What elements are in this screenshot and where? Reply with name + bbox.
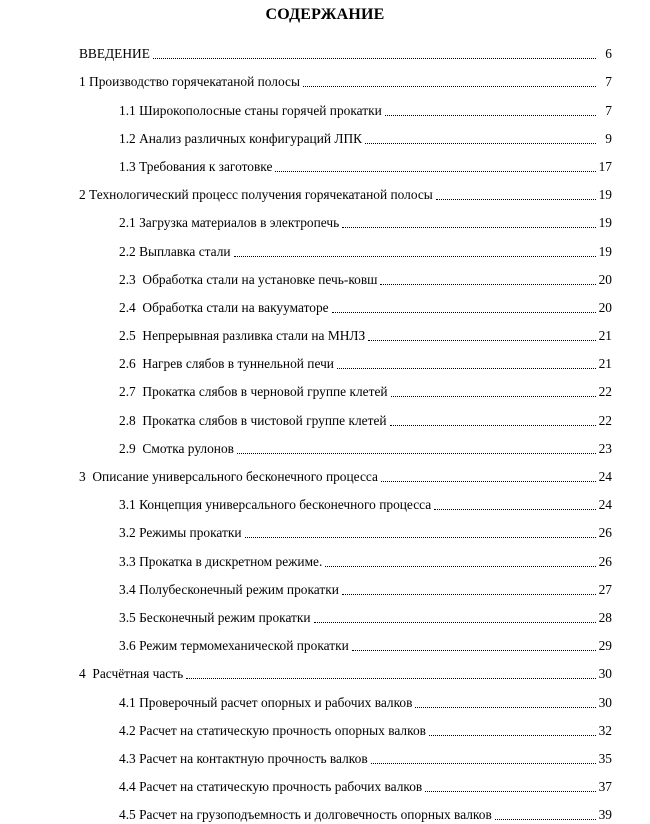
toc-entry-title: 2.8 Прокатка слябов в чистовой группе клетей — [119, 412, 387, 428]
toc-section-entry — [0, 627, 650, 655]
toc-entry-title: 2.9 Смотка рулонов — [119, 440, 234, 456]
toc-page-number: 30 — [598, 666, 612, 682]
toc-page-number: 37 — [598, 779, 612, 795]
toc-section-entry — [0, 740, 650, 768]
toc-entry-title: 4.1 Проверочный расчет опорных и рабочих валков — [119, 694, 413, 710]
toc-page-number: 26 — [598, 553, 612, 569]
toc-chapter-entry — [0, 35, 650, 63]
toc-dot-leader — [303, 73, 596, 91]
toc-section-entry — [0, 261, 650, 289]
toc-entry-title: 1.1 Широкополосные станы горячей прокатки — [119, 102, 382, 118]
toc-entry-title: 4.5 Расчет на грузоподъемность и долговечность опорных валков — [119, 807, 492, 823]
toc-entry-title: 3.2 Режимы прокатки — [119, 525, 242, 541]
toc-page-number: 17 — [598, 158, 612, 174]
toc-section-entry — [0, 345, 650, 373]
toc-section-entry — [0, 796, 650, 824]
toc-entry-title: 4.4 Расчет на статическую прочность рабочих валков — [119, 779, 423, 795]
toc-entry-title: 3.6 Режим термомеханической прокатки — [119, 638, 349, 654]
toc-dot-leader — [380, 271, 596, 289]
toc-section-entry — [0, 712, 650, 740]
toc-dot-leader — [391, 383, 596, 401]
toc-dot-leader — [368, 327, 596, 345]
toc-page-number: 21 — [598, 328, 612, 344]
toc-dot-leader — [234, 243, 596, 261]
toc-dot-leader — [425, 778, 596, 796]
toc-section-entry — [0, 683, 650, 711]
toc-page-number: 27 — [598, 581, 612, 597]
toc-page-number: 7 — [605, 102, 612, 118]
toc-page-number: 29 — [598, 638, 612, 654]
toc-entry-title: 2.4 Обработка стали на вакууматоре — [119, 299, 329, 315]
toc-page-number: 39 — [598, 807, 612, 823]
toc-entry-title: 2.1 Загрузка материалов в электропечь — [119, 215, 340, 231]
toc-page-number: 19 — [598, 187, 612, 203]
toc-entry-title: ВВЕДЕНИЕ — [79, 46, 150, 62]
toc-entry-title: 2.6 Нагрев слябов в туннельной печи — [119, 356, 334, 372]
table-of-contents — [0, 35, 650, 824]
toc-section-entry — [0, 401, 650, 429]
toc-entry-title: 1.2 Анализ различных конфигураций ЛПК — [119, 130, 363, 146]
toc-entry-title: 4.3 Расчет на контактную прочность валков — [119, 750, 368, 766]
toc-page-number: 20 — [598, 299, 612, 315]
toc-entry-title: 1.3 Требования к заготовке — [119, 158, 273, 174]
toc-entry-title: 4.2 Расчет на статическую прочность опорных валков — [119, 722, 426, 738]
toc-section-entry — [0, 599, 650, 627]
toc-dot-leader — [381, 468, 596, 486]
toc-section-entry — [0, 542, 650, 570]
toc-page-number: 26 — [598, 525, 612, 541]
page-title: СОДЕРЖАНИЕ — [265, 6, 385, 23]
toc-dot-leader — [337, 355, 596, 373]
toc-dot-leader — [332, 299, 596, 317]
toc-dot-leader — [365, 130, 596, 148]
toc-page-number: 28 — [598, 609, 612, 625]
toc-chapter-entry — [0, 655, 650, 683]
toc-dot-leader — [415, 694, 596, 712]
toc-dot-leader — [186, 665, 596, 683]
toc-entry-title: 2.5 Непрерывная разливка стали на МНЛЗ — [119, 328, 366, 344]
toc-dot-leader — [436, 186, 596, 204]
toc-dot-leader — [495, 806, 596, 824]
toc-dot-leader — [342, 214, 596, 232]
toc-entry-title: 1 Производство горячекатаной полосы — [79, 74, 300, 90]
toc-dot-leader — [153, 45, 596, 63]
toc-entry-title: 3.1 Концепция универсального бесконечного процесса — [119, 497, 432, 513]
toc-chapter-entry — [0, 63, 650, 91]
toc-page-number: 22 — [598, 384, 612, 400]
toc-page-number: 32 — [598, 722, 612, 738]
toc-section-entry — [0, 486, 650, 514]
toc-section-entry — [0, 373, 650, 401]
toc-dot-leader — [314, 609, 596, 627]
toc-page-number: 7 — [605, 74, 612, 90]
toc-entry-title: 3 Описание универсального бесконечного процесса — [79, 469, 378, 484]
toc-page-number: 24 — [598, 469, 612, 484]
toc-page-number: 19 — [598, 243, 612, 259]
toc-dot-leader — [245, 524, 596, 542]
toc-dot-leader — [385, 102, 596, 120]
toc-dot-leader — [342, 581, 596, 599]
toc-entry-title: 2.7 Прокатка слябов в черновой группе клетей — [119, 384, 388, 400]
toc-section-entry — [0, 317, 650, 345]
toc-section-entry — [0, 204, 650, 232]
toc-page-number: 22 — [598, 412, 612, 428]
toc-page-number: 9 — [605, 130, 612, 146]
toc-section-entry — [0, 514, 650, 542]
toc-dot-leader — [429, 722, 596, 740]
toc-entry-title: 2.2 Выплавка стали — [119, 243, 231, 259]
toc-section-entry — [0, 120, 650, 148]
toc-entry-title: 4 Расчётная часть — [79, 666, 184, 682]
toc-page-number: 19 — [598, 215, 612, 231]
toc-page-number: 21 — [598, 356, 612, 372]
toc-page-number: 24 — [598, 497, 612, 513]
toc-section-entry — [0, 148, 650, 176]
toc-section-entry — [0, 289, 650, 317]
toc-dot-leader — [434, 496, 596, 514]
toc-page-number: 20 — [598, 271, 612, 287]
toc-entry-title: 3.3 Прокатка в дискретном режиме. — [119, 553, 323, 569]
toc-dot-leader — [237, 440, 596, 458]
toc-section-entry — [0, 232, 650, 260]
toc-section-entry — [0, 430, 650, 458]
toc-chapter-entry — [0, 176, 650, 204]
toc-entry-title: 2 Технологический процесс получения горячекатаной полосы — [79, 187, 433, 203]
toc-dot-leader — [352, 637, 596, 655]
toc-dot-leader — [275, 158, 596, 176]
toc-dot-leader — [371, 750, 596, 768]
toc-entry-title: 2.3 Обработка стали на установке печь-ковш — [119, 271, 378, 287]
toc-entry-title: 3.5 Бесконечный режим прокатки — [119, 609, 311, 625]
toc-chapter-entry — [0, 458, 650, 486]
toc-dot-leader — [325, 553, 596, 571]
toc-dot-leader — [390, 412, 596, 430]
toc-entry-title: 3.4 Полубесконечный режим прокатки — [119, 581, 339, 597]
toc-page-number: 23 — [598, 440, 612, 456]
toc-page-number: 35 — [598, 750, 612, 766]
toc-section-entry — [0, 91, 650, 119]
toc-page-number: 30 — [598, 694, 612, 710]
toc-page-number: 6 — [605, 46, 612, 62]
toc-section-entry — [0, 768, 650, 796]
toc-section-entry — [0, 571, 650, 599]
